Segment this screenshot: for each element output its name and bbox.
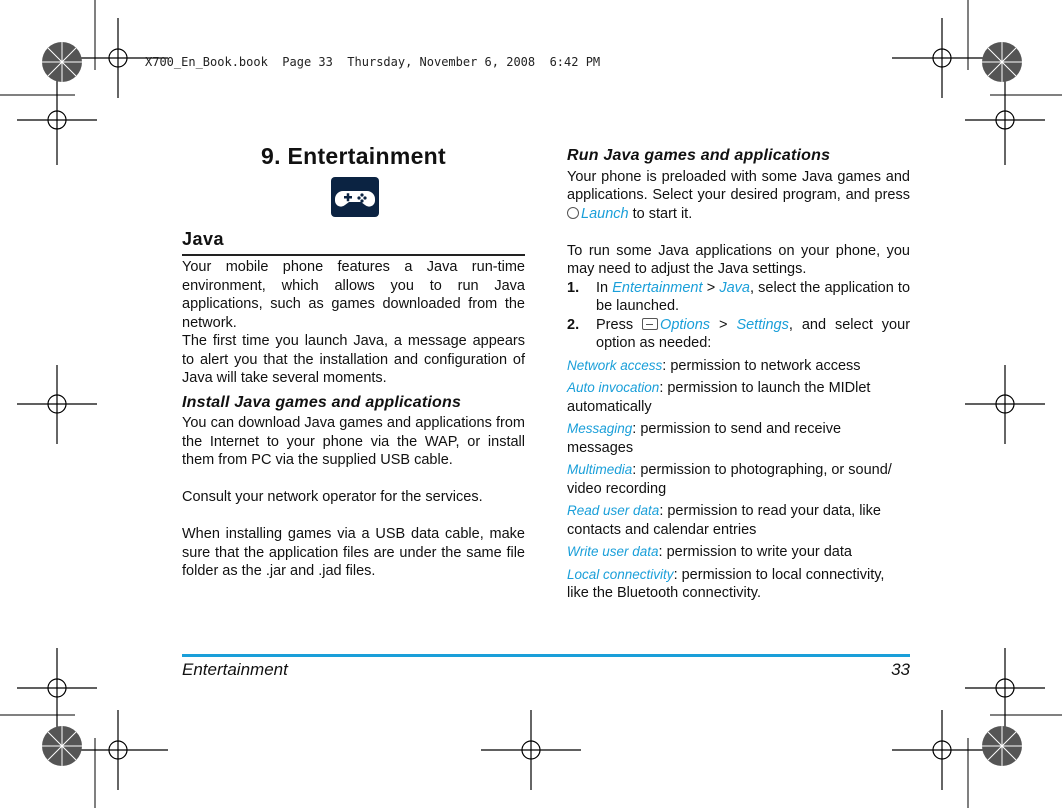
gamepad-icon bbox=[331, 177, 379, 217]
options-menu-link: Options bbox=[660, 316, 711, 333]
permission-list bbox=[567, 357, 910, 603]
run-paragraph-1: Your phone is preloaded with some Java games and applications. Select your desired program, and press Launch to start it. bbox=[567, 168, 910, 222]
launch-label: Launch bbox=[581, 205, 629, 222]
java-intro-paragraph: Your mobile phone features a Java run-time environment, which allows you to run Java applications, such as games downloaded from the network. bbox=[182, 259, 525, 331]
footer-rule bbox=[182, 654, 910, 657]
permission-item: Auto invocation: permission to launch the MIDlet automatically bbox=[567, 380, 871, 415]
step-2: 2. Press Options > Settings, and select your option as needed: bbox=[567, 316, 911, 351]
install-paragraph-1: You can download Java games and applications from the Internet to your phone via the WAP, or install them from PC via the supplied USB cable. bbox=[182, 415, 525, 468]
permission-item: Network access: permission to network access bbox=[567, 357, 861, 374]
java-heading: Java bbox=[182, 229, 225, 249]
permission-item: Read user data: permission to read your data, like contacts and calendar entries bbox=[567, 503, 881, 538]
print-slug: X700_En_Book.book Page 33 Thursday, November 6, 2008 6:42 PM bbox=[145, 55, 601, 69]
run-paragraph-2: To run some Java applications on your phone, you may need to adjust the Java settings. bbox=[567, 242, 910, 277]
page-number: 33 bbox=[891, 660, 910, 679]
step-1: 1. In Entertainment > Java, select the application to be launched. bbox=[567, 279, 911, 314]
install-paragraph-3: When installing games via a USB data cable, make sure that the application files are under the same file folder as the .jar and .jad files. bbox=[182, 526, 525, 579]
install-paragraph-2: Consult your network operator for the services. bbox=[182, 489, 483, 505]
run-heading: Run Java games and applications bbox=[567, 147, 831, 164]
permission-item: Messaging: permission to send and receive messages bbox=[567, 421, 842, 456]
footer-section-title: Entertainment bbox=[182, 660, 288, 679]
install-heading: Install Java games and applications bbox=[182, 393, 462, 411]
ok-key-icon bbox=[567, 207, 579, 219]
entertainment-menu-link: Entertainment bbox=[612, 279, 703, 296]
permission-item: Multimedia: permission to photographing, or sound/ video recording bbox=[567, 462, 892, 497]
permission-item: Write user data: permission to write your data bbox=[567, 544, 852, 560]
java-menu-link: Java bbox=[719, 279, 750, 296]
chapter-title: 9. Entertainment bbox=[260, 143, 446, 169]
heading-rule bbox=[182, 254, 525, 256]
left-column bbox=[182, 258, 525, 581]
left-softkey-icon bbox=[642, 318, 658, 330]
settings-menu-link: Settings bbox=[736, 316, 789, 333]
right-column bbox=[567, 147, 910, 607]
java-launch-paragraph: The first time you launch Java, a message appears to alert you that the installation and configuration of Java will take several moments. bbox=[182, 333, 525, 386]
permission-item: Local connectivity: permission to local connectivity, like the Bluetooth connectivity. bbox=[567, 566, 885, 601]
